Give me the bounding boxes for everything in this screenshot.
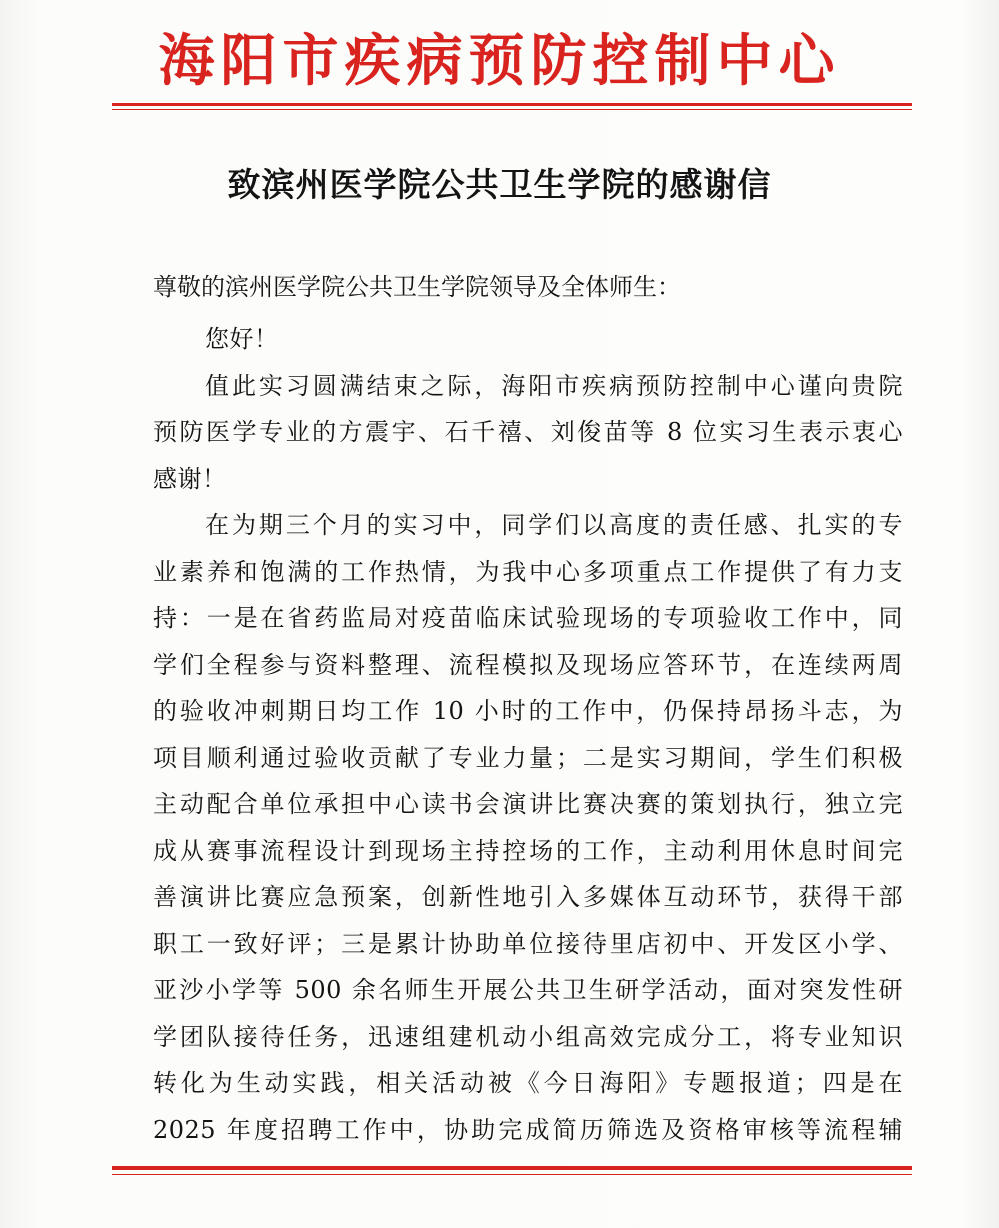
- paragraph-line: 学团队接待任务，迅速组建机动小组高效完成分工，将专业知识: [153, 1022, 903, 1051]
- paragraph-line: 学们全程参与资料整理、流程模拟及现场应答环节，在连续两周: [153, 650, 903, 679]
- paragraph-1: [153, 363, 903, 503]
- paragraph-2: [153, 502, 903, 1153]
- letterhead-red-rule-thick: [112, 103, 912, 106]
- paragraph-line: 业素养和饱满的工作热情，为我中心多项重点工作提供了有力支: [153, 557, 903, 586]
- paragraph-line: 职工一致好评；三是累计协助单位接待里店初中、开发区小学、: [153, 929, 903, 958]
- letter-title: 致滨州医学院公共卫生学院的感谢信: [227, 165, 772, 204]
- paragraph-line: 值此实习圆满结束之际，海阳市疾病预防控制中心谨向贵院: [205, 371, 903, 400]
- salutation: 尊敬的滨州医学院公共卫生学院领导及全体师生：: [153, 273, 681, 301]
- paragraph-line: 在为期三个月的实习中，同学们以高度的责任感、扎实的专: [205, 511, 903, 539]
- letterhead-red-rule-thin: [112, 109, 912, 110]
- paragraph-line: 的验收冲刺期日均工作 10 小时的工作中，仍保持昂扬斗志，为: [153, 697, 903, 725]
- footer-red-rule-thick: [112, 1166, 912, 1170]
- paragraph-line: 转化为生动实践，相关活动被《今日海阳》专题报道；四是在: [153, 1069, 903, 1097]
- paragraph-line: 亚沙小学等 500 余名师生开展公共卫生研学活动，面对突发性研: [153, 976, 903, 1004]
- greeting: 您好！: [205, 325, 279, 353]
- footer-red-rule-thin: [112, 1174, 912, 1175]
- paragraph-line: 项目顺利通过验收贡献了专业力量；二是实习期间，学生们积极: [153, 743, 903, 772]
- paragraph-line: 善演讲比赛应急预案，创新性地引入多媒体互动环节，获得干部: [153, 883, 903, 911]
- paragraph-line: 2025 年度招聘工作中，协助完成简历筛选及资格审核等流程辅: [153, 1115, 903, 1144]
- paragraph-line: 感谢！: [153, 464, 227, 493]
- letter-body: [153, 316, 903, 1153]
- paragraph-line: 主动配合单位承担中心读书会演讲比赛决赛的策划执行，独立完: [153, 790, 903, 818]
- paragraph-line: 持：一是在省药监局对疫苗临床试验现场的专项验收工作中，同: [153, 604, 903, 632]
- paragraph-line: 预防医学专业的方震宇、石千禧、刘俊苗等 8 位实习生表示衷心: [153, 418, 903, 446]
- letterhead-org-name: 海阳市疾病预防控制中心: [158, 29, 841, 94]
- paragraph-line: 成从赛事流程设计到现场主持控场的工作，主动利用休息时间完: [153, 836, 903, 865]
